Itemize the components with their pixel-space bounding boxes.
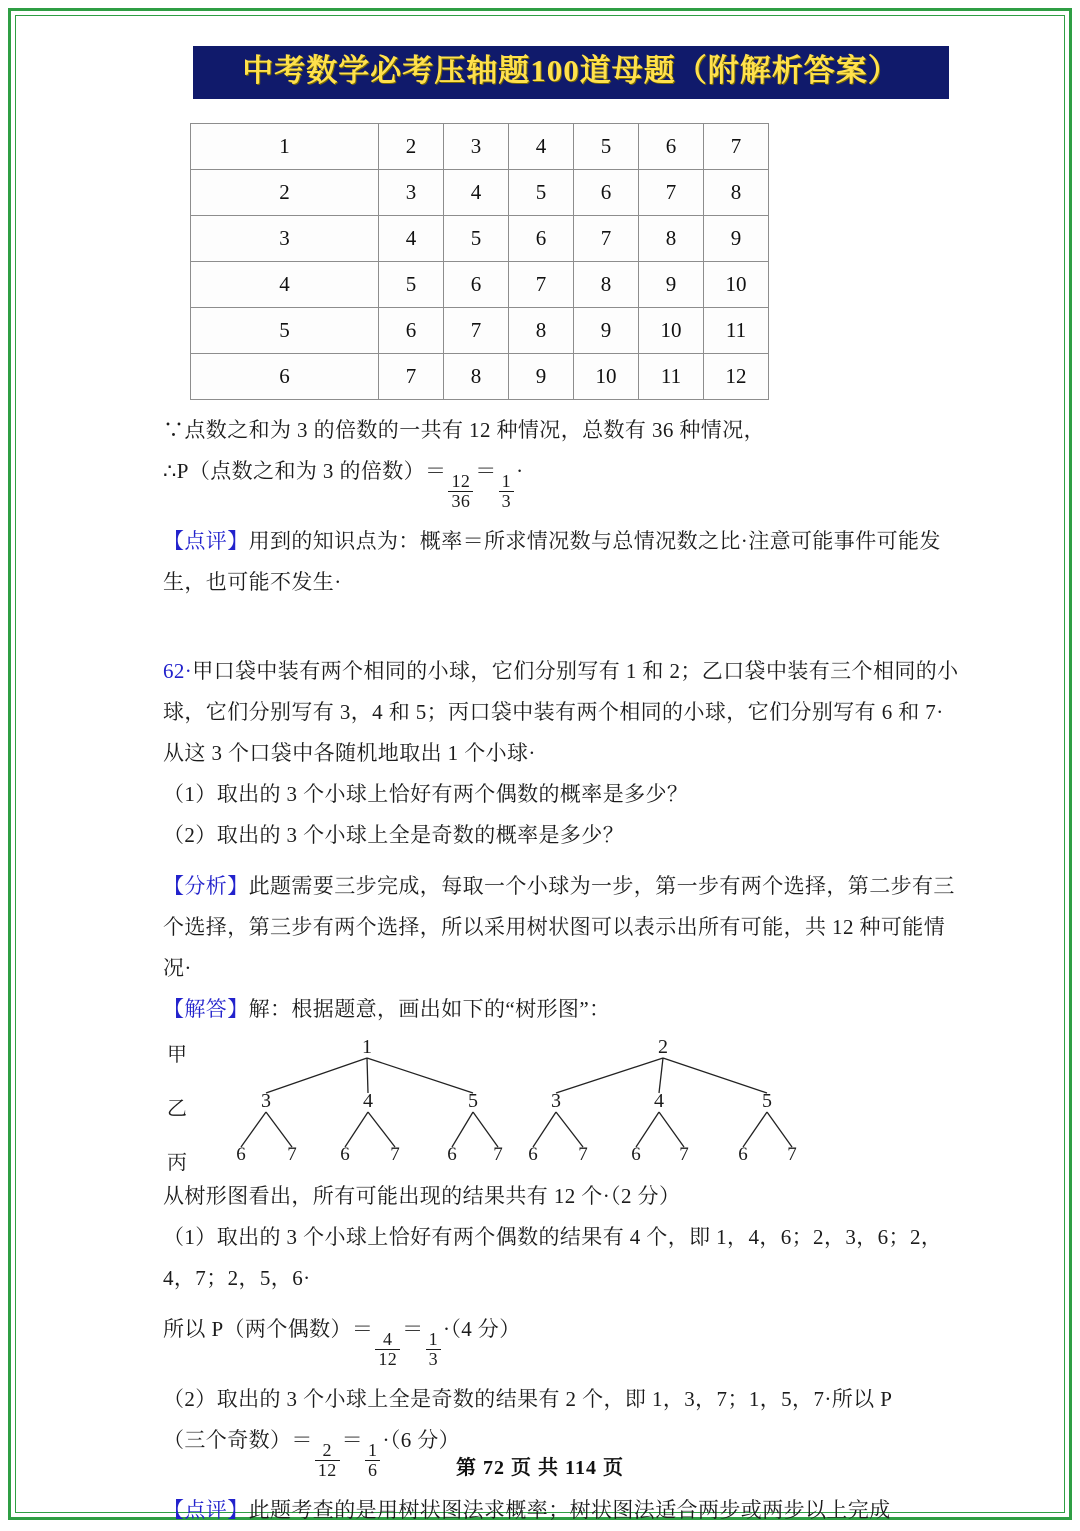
answer-text: 解：根据题意，画出如下的“树形图”： [248,996,611,1021]
prev-comment-paragraph [163,521,963,603]
table-cell: 8 [574,261,639,307]
table-cell: 8 [444,353,509,399]
table-row [191,261,769,307]
table-cell: 3 [379,169,444,215]
table-cell: 7 [704,123,769,169]
tree-node-level3: 6 [447,1143,457,1165]
result2-prefix: （三个奇数）＝ [163,1428,313,1452]
problem-62-answer-intro [163,989,963,1030]
table-cell: 4 [191,261,379,307]
tree-node-level3: 7 [787,1143,797,1165]
table-cell: 8 [704,169,769,215]
tree-node-level3: 7 [493,1143,503,1165]
equals-sign: ＝ [402,1316,424,1341]
problem-62-question-2: （2）取出的 3 个小球上全是奇数的概率是多少？ [163,822,625,847]
table-cell: 9 [574,307,639,353]
table-cell: 6 [191,353,379,399]
fraction-1-3 [426,1330,441,1369]
table-cell: 6 [639,123,704,169]
table-cell: 2 [379,123,444,169]
analysis-text: 此题需要三步完成，每取一个小球为一步，第一步有两个选择，第二步有三个选择，第三步有两个选择，所以采用树状图可以表示出所有可能，共 12 种可能情况· [163,873,955,980]
document-content [163,46,963,1531]
table-cell: 5 [444,215,509,261]
fraction-numerator: 4 [383,1329,393,1350]
prev-solution-line1: ∵点数之和为 3 的倍数的一共有 12 种情况，总数有 36 种情况， [163,417,765,442]
problem-62-question-1: （1）取出的 3 个小球上恰好有两个偶数的概率是多少？ [163,781,689,806]
table-cell: 3 [191,215,379,261]
fraction-numerator: 1 [501,471,512,492]
tree-diagram-edges [163,1034,963,1176]
fraction-denominator: 12 [315,1460,340,1480]
table-cell: 12 [704,353,769,399]
problem-62-result-2: （2）取出的 3 个小球上全是奇数的结果有 2 个，即 1，3，7；1，5，7·所以 P [163,1387,893,1411]
fraction-denominator: 3 [499,491,514,511]
prev-solution-suffix: · [516,458,524,483]
table-cell: 9 [639,261,704,307]
tree-node-level2: 5 [762,1089,772,1112]
fraction-numerator: 1 [368,1440,378,1461]
tree-node-level2: 3 [261,1089,271,1112]
fraction-1-3 [499,472,514,511]
fraction-numerator: 2 [322,1440,332,1461]
table-cell: 4 [444,169,509,215]
table-cell: 6 [379,307,444,353]
fraction-denominator: 3 [426,1349,441,1369]
tree-conclusion: 从树形图看出，所有可能出现的结果共有 12 个·（2 分） [163,1183,681,1208]
tree-row-label-yi: 乙 [167,1097,187,1120]
problem-62-result-1-calc [163,1309,963,1369]
table-cell: 7 [639,169,704,215]
table-cell: 6 [574,169,639,215]
page-title-banner: 中考数学必考压轴题100道母题（附解析答案） [193,46,949,99]
tree-node-level3: 6 [738,1143,748,1165]
tree-node-level2: 4 [654,1089,664,1112]
table-cell: 6 [509,215,574,261]
table-row [191,307,769,353]
tree-node-level3: 6 [340,1143,350,1165]
prev-solution-prefix: ∴P（点数之和为 3 的倍数）＝ [163,458,447,483]
table-cell: 5 [509,169,574,215]
table-cell: 9 [704,215,769,261]
tree-node-level1: 1 [362,1035,372,1058]
table-cell: 5 [574,123,639,169]
result1-suffix: ·（4 分） [442,1316,521,1341]
page-footer: 第 72 页 共 114 页 [456,1457,624,1479]
fraction-denominator: 12 [375,1349,400,1369]
probability-tree-diagram [163,1034,963,1176]
table-cell: 10 [639,307,704,353]
table-row [191,215,769,261]
tree-node-level2: 4 [363,1089,373,1112]
tree-node-level1: 2 [658,1035,668,1058]
problem-62-result-1: （1）取出的 3 个小球上恰好有两个偶数的结果有 4 个，即 1，4，6；2，3，6；2，4，7；2，5，6· [163,1224,943,1290]
fraction-4-12 [375,1330,400,1369]
dice-sum-table [190,123,769,400]
result2-suffix: ·（6 分） [382,1428,461,1452]
problem-stem-text: 甲口袋中装有两个相同的小球，它们分别写有 1 和 2；乙口袋中装有三个相同的小球，它们分别写有 3，4 和 5；丙口袋中装有两个相同的小球，它们分别写有 6 和 7·从这 3 个口袋中各随机地取出 1 个小球· [163,658,959,765]
tree-node-level3: 6 [236,1143,246,1165]
table-cell: 8 [509,307,574,353]
table-cell: 8 [639,215,704,261]
table-cell: 7 [509,261,574,307]
answer-tag: 【解答】 [163,996,249,1021]
fraction-numerator: 12 [451,471,471,492]
table-cell: 4 [509,123,574,169]
tree-node-level3: 7 [390,1143,400,1165]
fraction-denominator: 36 [448,491,473,511]
table-cell: 7 [574,215,639,261]
comment-tag: 【点评】 [163,1498,249,1523]
result1-prefix: 所以 P（两个偶数）＝ [163,1316,374,1341]
table-cell: 10 [704,261,769,307]
problem-62-comment [163,1490,963,1531]
problem-number: 62· [163,658,193,683]
tree-node-level3: 7 [679,1143,689,1165]
table-cell: 10 [574,353,639,399]
comment-text: 此题考查的是用树状图法求概率；树状图法适合两步或两步以上完成 [248,1498,891,1523]
table-cell: 7 [444,307,509,353]
analysis-tag: 【分析】 [163,873,249,898]
table-cell: 11 [704,307,769,353]
dice-sum-table-body [191,123,769,399]
table-cell: 9 [509,353,574,399]
fraction-12-36 [448,472,473,511]
table-cell: 11 [639,353,704,399]
table-cell: 4 [379,215,444,261]
tree-node-level3: 6 [528,1143,538,1165]
tree-row-label-bing: 丙 [167,1151,187,1174]
table-cell: 6 [444,261,509,307]
equals-sign: ＝ [341,1428,364,1452]
dice-sum-table-wrapper [190,123,963,400]
table-row [191,169,769,215]
comment-text: 用到的知识点为：概率＝所求情况数与总情况数之比·注意可能事件可能发生，也可能不发生· [163,528,941,594]
table-cell: 5 [191,307,379,353]
tree-node-level3: 7 [287,1143,297,1165]
table-cell: 7 [379,353,444,399]
tree-row-label-jia: 甲 [167,1043,187,1066]
tree-node-level3: 7 [578,1143,588,1165]
tree-node-level3: 6 [631,1143,641,1165]
equals-sign: ＝ [475,458,497,483]
table-row [191,123,769,169]
table-cell: 3 [444,123,509,169]
tree-node-level2: 5 [468,1089,478,1112]
prev-solution-line2 [163,451,963,511]
problem-62-stem [163,651,963,774]
table-cell: 1 [191,123,379,169]
problem-62-analysis [163,866,963,989]
tree-node-level2: 3 [551,1089,561,1112]
fraction-denominator: 6 [365,1460,380,1480]
comment-tag: 【点评】 [163,528,249,553]
table-cell: 2 [191,169,379,215]
table-cell: 5 [379,261,444,307]
table-row [191,353,769,399]
fraction-numerator: 1 [428,1329,438,1350]
